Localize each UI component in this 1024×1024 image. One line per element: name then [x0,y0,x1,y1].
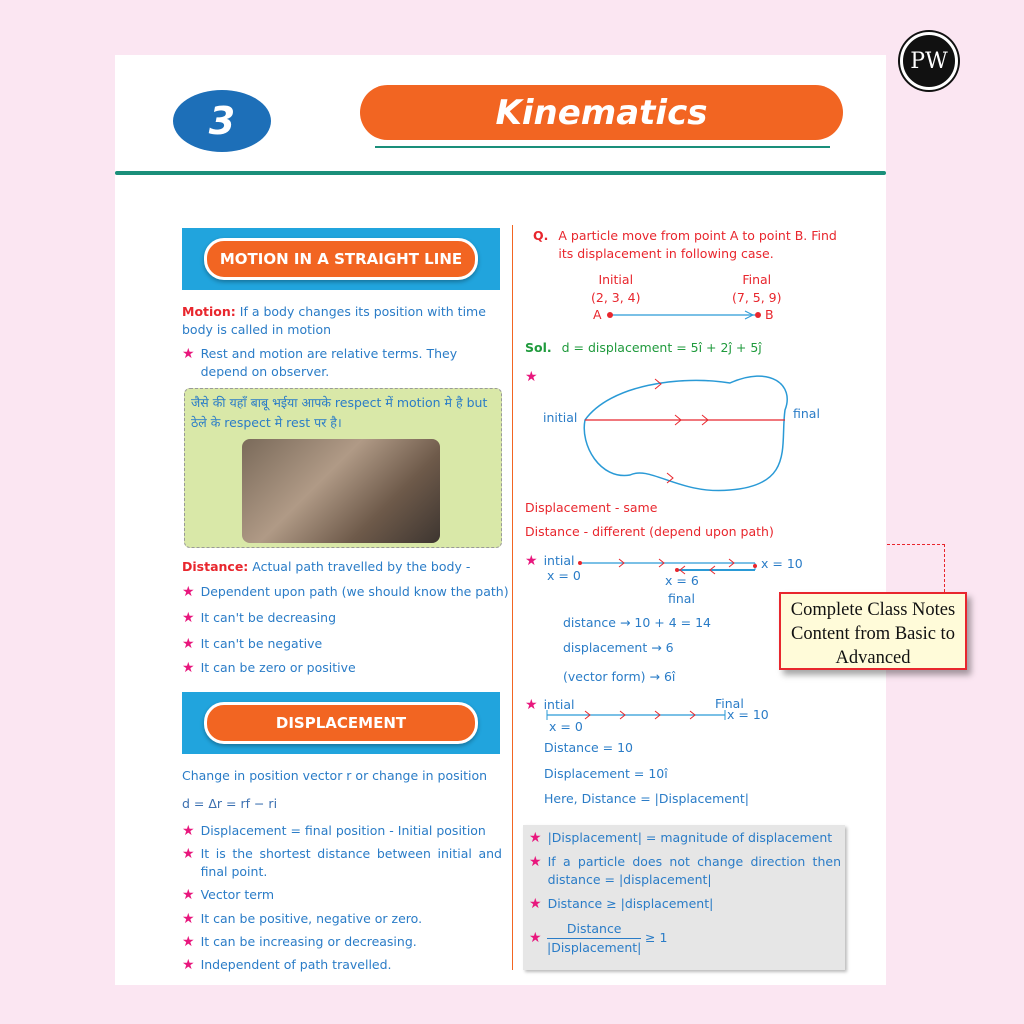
example2-distance: Distance = 10 [544,740,633,755]
initial-point-label: Initial (2, 3, 4) [591,272,641,305]
list-item: ★ If a particle does not change direction then distance = |displacement| [529,854,841,887]
motion-text: If a body changes its position with time body is called in motion [182,304,486,337]
displacement-intro: Change in position vector r or change in position [182,768,488,783]
distance-definition: Distance: Actual path travelled by the body - [182,559,471,574]
motion-label: Motion: [182,304,236,319]
list-item: ★ Rest and motion are relative terms. They depend on observer. [182,346,458,379]
example1-displacement: displacement → 6 [563,640,674,655]
section-header-motion [182,228,500,290]
path-diagram [580,365,795,495]
ab-vector-arrow [605,309,765,321]
hindi-note-box [184,388,502,548]
list-item: ★ Displacement = final position - Initial position [182,823,486,839]
callout-connector [887,544,945,592]
chapter-title: Kinematics [360,85,843,140]
example2-initial: ★ intial [525,697,575,713]
example1-distance: distance → 10 + 4 = 14 [563,615,711,630]
solution: Sol. d = displacement = 5î + 2ĵ + 5ĵ [525,340,762,355]
chapter-number-badge: 3 [173,90,271,152]
list-item: ★ It can be zero or positive [182,660,356,676]
section-title: DISPLACEMENT [204,702,478,744]
star-icon: ★ [525,369,538,385]
path-final-label: final [793,406,820,421]
list-item: ★ Distance ≥ |displacement| [529,896,714,912]
list-item: ★ Dependent upon path (we should know the path) [182,584,509,600]
divider [115,171,886,175]
displacement-same: Displacement - same [525,500,658,515]
list-item: ★ It can be positive, negative or zero. [182,911,423,927]
list-item: ★ Vector term [182,887,275,903]
pw-logo: PW [900,32,958,90]
ratio-fraction: Distance |Displacement| [547,921,642,955]
list-item: ★ [529,930,542,946]
list-item: ★ It can't be negative [182,636,323,652]
displacement-formula: d = Δr = rf − ri [182,796,278,811]
distance-different: Distance - different (depend upon path) [525,524,774,539]
example1-vector-form: (vector form) → 6î [563,669,676,684]
example2-path-diagram [545,709,727,721]
example2-x10: x = 10 [727,707,769,722]
promo-callout: Complete Class Notes Content from Basic to Advanced [779,592,967,670]
point-b: B [765,307,774,322]
example2-conclusion: Here, Distance = |Displacement| [544,791,750,806]
example2-displacement: Displacement = 10î [544,766,668,781]
example2-x0: x = 0 [549,719,583,734]
cart-photo [242,439,440,543]
list-item: ★ It can be increasing or decreasing. [182,934,417,950]
list-item: ★ |Displacement| = magnitude of displacement [529,830,833,846]
section-title: MOTION IN A STRAIGHT LINE [204,238,478,280]
example1-initial: ★ intial [525,553,575,569]
example1-x0: x = 0 [547,568,581,583]
final-point-label: Final (7, 5, 9) [732,272,782,305]
example2-final: Final [715,696,744,711]
column-divider [512,225,513,970]
example1-final: final [668,591,695,606]
point-a: A [593,307,602,322]
list-item: ★ It can't be decreasing [182,610,337,626]
list-item: ★ It is the shortest distance between initial and final point. [182,846,502,879]
ratio-relation: ≥ 1 [645,930,668,945]
star-icon: ★ [182,346,195,362]
notes-page [115,55,886,985]
hindi-note: जैसे की यहाँ बाबू भईया आपके respect में motion मे है but ठेले के respect मे rest पर है। [191,395,488,430]
path-initial-label: initial [543,410,578,425]
section-header-displacement [182,692,500,754]
divider [375,146,830,148]
example1-x6: x = 6 [665,573,699,588]
motion-definition [182,303,502,339]
example1-x10: x = 10 [761,556,803,571]
question: Q. A particle move from point A to point B. Find its displacement in following case. [533,228,837,261]
list-item: ★ Independent of path travelled. [182,957,392,973]
summary-box [523,825,845,970]
